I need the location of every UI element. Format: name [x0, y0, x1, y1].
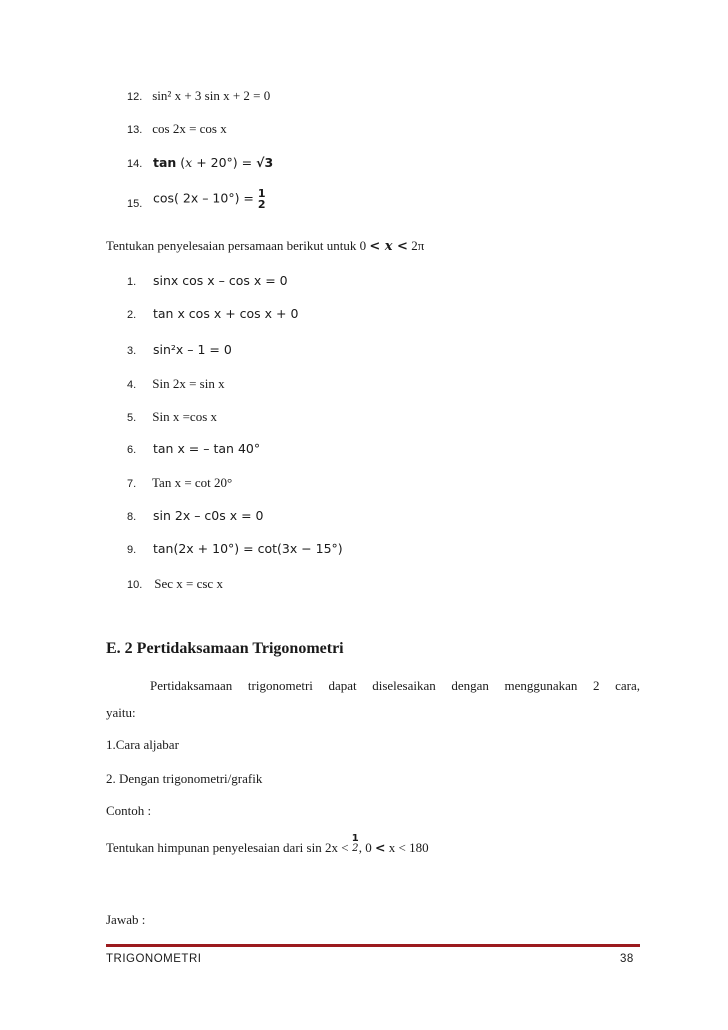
item-number: 3.	[127, 345, 137, 357]
item-number: 10.	[127, 579, 143, 591]
item-number: 12.	[127, 91, 143, 103]
equation-text: Sin 2x = sin x	[152, 376, 225, 391]
list-item	[127, 409, 217, 425]
fraction	[352, 834, 359, 854]
page-number: 38	[620, 953, 634, 965]
equation-text: sinx cos x – cos x = 0	[152, 273, 288, 288]
footer-rule	[106, 944, 640, 947]
fraction-numerator: 1	[257, 187, 266, 200]
item-number: 1.	[127, 276, 137, 288]
inequality: <	[375, 839, 386, 855]
answer-label: Jawab :	[106, 912, 146, 927]
inequality: < x <	[369, 239, 408, 254]
item-number: 6.	[127, 444, 137, 456]
equation-text: Tan x = cot 20°	[152, 475, 233, 490]
example-text: Tentukan himpunan penyelesaian dari sin 2x <	[106, 839, 349, 855]
equation-variable: x	[185, 155, 193, 170]
equation-text: Sin x =cos x	[152, 409, 218, 424]
example-text: , 0	[358, 839, 375, 855]
item-number: 4.	[127, 379, 137, 391]
equation-text: sin 2x – c0s x = 0	[152, 508, 264, 523]
equation-text: sin² x + 3 sin x + 2 = 0	[152, 88, 271, 103]
list-item	[127, 508, 264, 523]
fraction	[258, 188, 266, 210]
equation-part: √3	[256, 155, 274, 170]
intro-end: 2π	[407, 238, 425, 253]
item-number: 9.	[127, 544, 137, 556]
item-number: 15.	[127, 197, 143, 210]
equation-part: + 20°) =	[192, 155, 257, 170]
list-item	[127, 541, 343, 556]
intro-line	[106, 238, 424, 254]
equation-text: tan(2x + 10°) = cot(3x − 15°)	[152, 541, 343, 556]
list-item	[127, 576, 223, 592]
equation-part: – 10°) =	[202, 190, 258, 206]
example-label: Contoh :	[106, 803, 152, 818]
list-item	[127, 155, 273, 170]
list-item	[127, 188, 266, 210]
equation-text: tan x = – tan 40°	[152, 441, 261, 456]
section-heading: E. 2 Pertidaksamaan Trigonometri	[106, 640, 344, 657]
item-number: 7.	[127, 478, 137, 490]
list-item	[127, 342, 232, 357]
list-item	[127, 475, 232, 491]
item-number: 2.	[127, 309, 137, 321]
list-item	[127, 273, 288, 288]
fraction-denominator: 2	[352, 843, 359, 854]
equation-text: Sec x = csc x	[154, 576, 223, 591]
item-number: 5.	[127, 412, 137, 424]
equation-text: sin²x – 1 = 0	[152, 342, 232, 357]
method-item: 2. Dengan trigonometri/grafik	[106, 771, 263, 786]
paragraph-line: yaitu:	[106, 705, 136, 720]
list-item	[127, 306, 298, 321]
item-number: 8.	[127, 511, 137, 523]
function-name: tan	[152, 155, 177, 170]
list-item	[127, 88, 270, 104]
example-question	[106, 834, 429, 856]
item-number: 13.	[127, 124, 143, 136]
equation-part: (	[180, 155, 186, 170]
list-item	[127, 441, 260, 456]
footer-title: TRIGONOMETRI	[106, 953, 202, 965]
fraction-denominator: 2	[257, 198, 266, 211]
fraction-numerator: 1	[351, 833, 359, 844]
equation-part: cos( 2x	[152, 190, 199, 206]
paragraph-line	[150, 678, 640, 694]
item-number: 14.	[127, 158, 143, 170]
list-item	[127, 376, 225, 392]
intro-text: Tentukan penyelesaian persamaan berikut untuk 0	[106, 238, 370, 253]
method-item: 1.Cara aljabar	[106, 737, 179, 752]
example-text: x < 180	[385, 839, 429, 855]
equation-text: tan x cos x + cos x + 0	[152, 306, 299, 321]
paragraph-text: Pertidaksamaan trigonometri dapat diselesaikan dengan menggunakan 2 cara,	[150, 678, 640, 693]
equation-text: cos 2x = cos x	[152, 121, 227, 136]
list-item	[127, 121, 227, 137]
